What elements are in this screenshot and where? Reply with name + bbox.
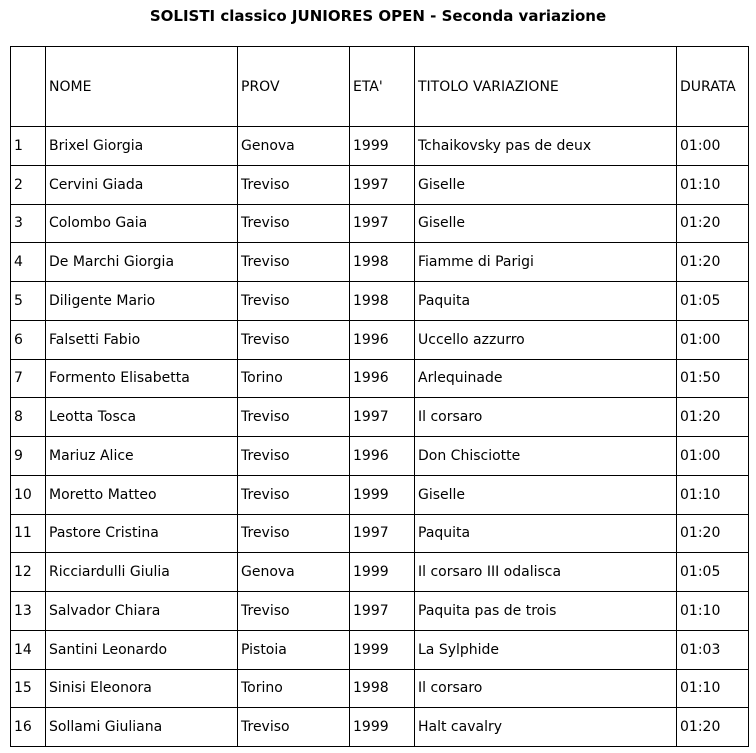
cell-number: 3 xyxy=(11,204,46,243)
cell-titolo: Giselle xyxy=(415,204,677,243)
cell-eta: 1996 xyxy=(350,359,415,398)
cell-number: 15 xyxy=(11,669,46,708)
cell-durata: 01:03 xyxy=(677,630,749,669)
cell-durata: 01:00 xyxy=(677,320,749,359)
cell-nome: Falsetti Fabio xyxy=(46,320,238,359)
cell-durata: 01:00 xyxy=(677,127,749,166)
cell-eta: 1997 xyxy=(350,165,415,204)
cell-number: 1 xyxy=(11,127,46,166)
table-row xyxy=(11,320,749,359)
cell-eta: 1998 xyxy=(350,669,415,708)
header-eta: ETA' xyxy=(350,47,415,127)
cell-prov: Genova xyxy=(238,127,350,166)
cell-titolo: Uccello azzurro xyxy=(415,320,677,359)
cell-prov: Treviso xyxy=(238,708,350,747)
cell-eta: 1998 xyxy=(350,243,415,282)
cell-nome: Sollami Giuliana xyxy=(46,708,238,747)
header-number xyxy=(11,47,46,127)
cell-number: 14 xyxy=(11,630,46,669)
cell-eta: 1999 xyxy=(350,630,415,669)
cell-number: 5 xyxy=(11,282,46,321)
cell-number: 10 xyxy=(11,475,46,514)
cell-number: 6 xyxy=(11,320,46,359)
cell-number: 16 xyxy=(11,708,46,747)
cell-durata: 01:10 xyxy=(677,475,749,514)
cell-number: 8 xyxy=(11,398,46,437)
cell-titolo: Halt cavalry xyxy=(415,708,677,747)
cell-nome: Mariuz Alice xyxy=(46,437,238,476)
table-row xyxy=(11,398,749,437)
header-row xyxy=(11,47,749,127)
table-row xyxy=(11,359,749,398)
cell-eta: 1999 xyxy=(350,553,415,592)
table-row xyxy=(11,204,749,243)
cell-nome: Formento Elisabetta xyxy=(46,359,238,398)
cell-durata: 01:20 xyxy=(677,708,749,747)
cell-nome: Leotta Tosca xyxy=(46,398,238,437)
cell-titolo: Don Chisciotte xyxy=(415,437,677,476)
cell-eta: 1996 xyxy=(350,320,415,359)
cell-nome: Sinisi Eleonora xyxy=(46,669,238,708)
table-row xyxy=(11,165,749,204)
cell-durata: 01:20 xyxy=(677,514,749,553)
cell-eta: 1997 xyxy=(350,514,415,553)
cell-nome: Salvador Chiara xyxy=(46,592,238,631)
cell-number: 11 xyxy=(11,514,46,553)
table-row xyxy=(11,514,749,553)
cell-nome: Ricciardulli Giulia xyxy=(46,553,238,592)
table-row xyxy=(11,437,749,476)
cell-nome: De Marchi Giorgia xyxy=(46,243,238,282)
header-titolo: TITOLO VARIAZIONE xyxy=(415,47,677,127)
cell-titolo: Il corsaro III odalisca xyxy=(415,553,677,592)
cell-prov: Treviso xyxy=(238,475,350,514)
cell-prov: Torino xyxy=(238,359,350,398)
cell-durata: 01:10 xyxy=(677,669,749,708)
cell-titolo: Fiamme di Parigi xyxy=(415,243,677,282)
cell-eta: 1999 xyxy=(350,127,415,166)
cell-durata: 01:10 xyxy=(677,592,749,631)
cell-eta: 1999 xyxy=(350,708,415,747)
cell-prov: Treviso xyxy=(238,592,350,631)
cell-nome: Santini Leonardo xyxy=(46,630,238,669)
cell-prov: Treviso xyxy=(238,165,350,204)
cell-nome: Brixel Giorgia xyxy=(46,127,238,166)
table-row xyxy=(11,592,749,631)
cell-eta: 1996 xyxy=(350,437,415,476)
cell-durata: 01:05 xyxy=(677,282,749,321)
table-row xyxy=(11,630,749,669)
cell-nome: Cervini Giada xyxy=(46,165,238,204)
header-nome: NOME xyxy=(46,47,238,127)
header-prov: PROV xyxy=(238,47,350,127)
cell-titolo: Paquita xyxy=(415,282,677,321)
cell-prov: Pistoia xyxy=(238,630,350,669)
cell-eta: 1997 xyxy=(350,592,415,631)
cell-nome: Pastore Cristina xyxy=(46,514,238,553)
table-row xyxy=(11,243,749,282)
cell-number: 7 xyxy=(11,359,46,398)
cell-number: 12 xyxy=(11,553,46,592)
cell-durata: 01:05 xyxy=(677,553,749,592)
cell-number: 13 xyxy=(11,592,46,631)
participants-table xyxy=(10,46,749,747)
cell-durata: 01:10 xyxy=(677,165,749,204)
table-row xyxy=(11,553,749,592)
cell-titolo: Arlequinade xyxy=(415,359,677,398)
page-title: SOLISTI classico JUNIORES OPEN - Seconda variazione xyxy=(149,7,607,25)
table-row xyxy=(11,475,749,514)
cell-number: 9 xyxy=(11,437,46,476)
cell-eta: 1998 xyxy=(350,282,415,321)
cell-prov: Treviso xyxy=(238,243,350,282)
cell-durata: 01:00 xyxy=(677,437,749,476)
header-durata: DURATA xyxy=(677,47,749,127)
cell-durata: 01:20 xyxy=(677,398,749,437)
cell-durata: 01:20 xyxy=(677,204,749,243)
table-row xyxy=(11,127,749,166)
cell-eta: 1997 xyxy=(350,204,415,243)
cell-prov: Treviso xyxy=(238,398,350,437)
cell-prov: Treviso xyxy=(238,437,350,476)
cell-titolo: Il corsaro xyxy=(415,398,677,437)
cell-nome: Diligente Mario xyxy=(46,282,238,321)
cell-titolo: Giselle xyxy=(415,165,677,204)
cell-titolo: Giselle xyxy=(415,475,677,514)
cell-prov: Treviso xyxy=(238,514,350,553)
cell-prov: Torino xyxy=(238,669,350,708)
cell-number: 2 xyxy=(11,165,46,204)
table-row xyxy=(11,282,749,321)
cell-titolo: La Sylphide xyxy=(415,630,677,669)
cell-titolo: Paquita pas de trois xyxy=(415,592,677,631)
cell-prov: Treviso xyxy=(238,282,350,321)
cell-prov: Treviso xyxy=(238,204,350,243)
cell-nome: Moretto Matteo xyxy=(46,475,238,514)
cell-nome: Colombo Gaia xyxy=(46,204,238,243)
cell-durata: 01:20 xyxy=(677,243,749,282)
cell-titolo: Paquita xyxy=(415,514,677,553)
cell-eta: 1999 xyxy=(350,475,415,514)
table-row xyxy=(11,669,749,708)
cell-prov: Treviso xyxy=(238,320,350,359)
cell-durata: 01:50 xyxy=(677,359,749,398)
cell-number: 4 xyxy=(11,243,46,282)
table-row xyxy=(11,708,749,747)
cell-titolo: Il corsaro xyxy=(415,669,677,708)
cell-titolo: Tchaikovsky pas de deux xyxy=(415,127,677,166)
cell-prov: Genova xyxy=(238,553,350,592)
cell-eta: 1997 xyxy=(350,398,415,437)
